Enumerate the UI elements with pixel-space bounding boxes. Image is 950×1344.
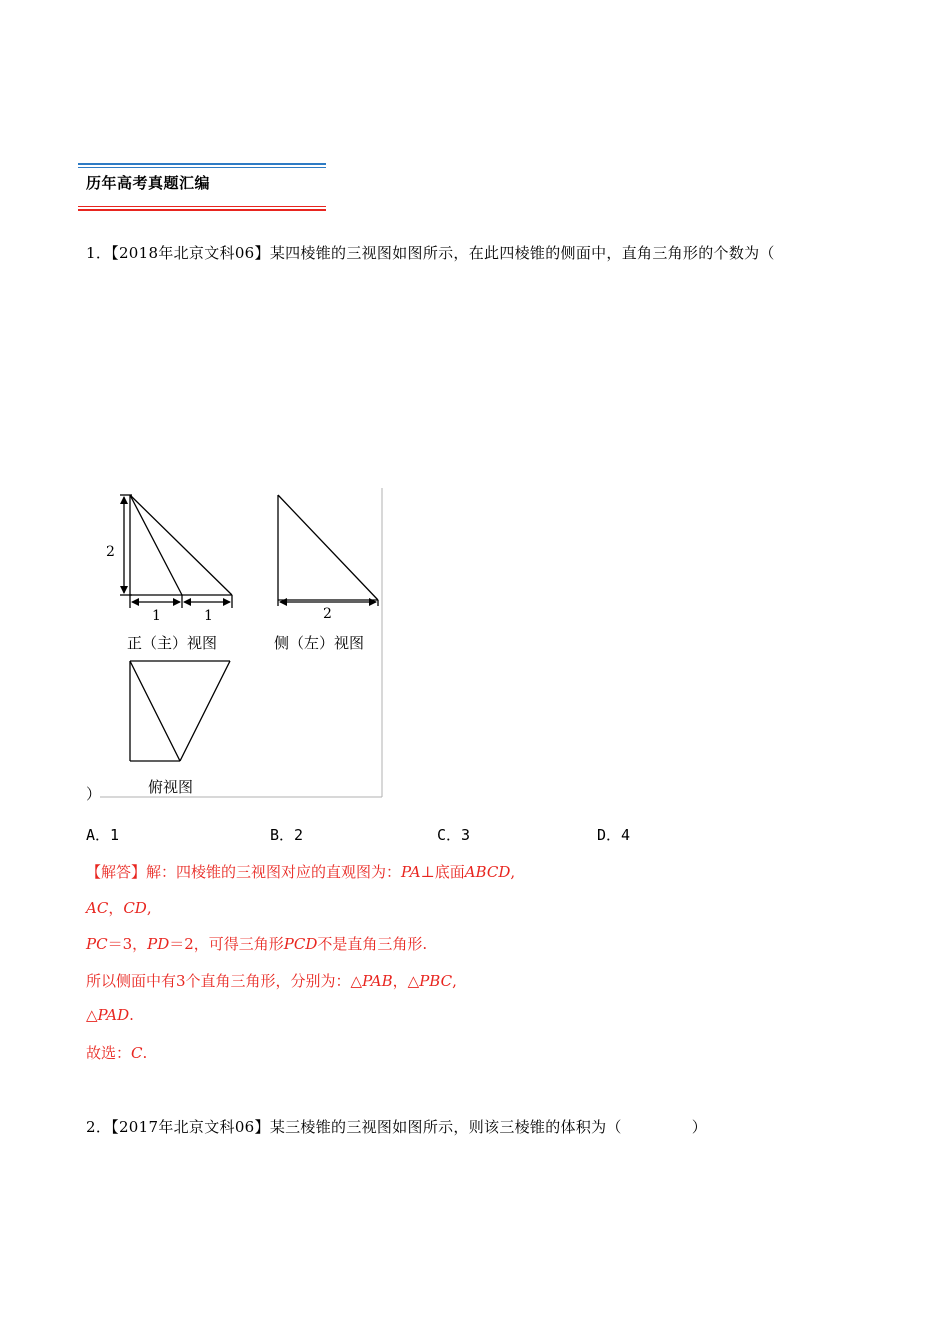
answer-text: 不是直角三角形. bbox=[317, 935, 428, 953]
answer-line-5 bbox=[86, 1006, 134, 1024]
answer-line-6 bbox=[86, 1042, 147, 1063]
header-rule-blue-bottom bbox=[78, 167, 326, 168]
front-right-dim: 1 bbox=[204, 608, 213, 624]
side-view-label: 侧（左）视图 bbox=[274, 634, 365, 652]
front-height-dim: 2 bbox=[106, 544, 115, 560]
answer-text: 所以侧面中有3个直角三角形，分别为：△ bbox=[86, 972, 363, 990]
question-source: 【2018年北京文科06】 bbox=[111, 244, 270, 262]
answer-var: PBC bbox=[419, 972, 453, 990]
header-rule-red-bottom bbox=[78, 209, 326, 211]
top-view bbox=[130, 661, 230, 761]
question-1 bbox=[86, 242, 775, 263]
answer-text: , bbox=[146, 899, 152, 917]
question-1-close: ） bbox=[86, 785, 102, 803]
answer-tag: 【解答】 bbox=[86, 863, 147, 881]
front-view-label: 正（主）视图 bbox=[127, 634, 218, 652]
header-rule-red-top bbox=[78, 206, 326, 207]
question-source: 【2017年北京文科06】 bbox=[111, 1118, 270, 1136]
answer-line-4 bbox=[86, 970, 457, 991]
question-2 bbox=[86, 1116, 707, 1137]
question-number: 1． bbox=[86, 244, 112, 262]
answer-text: . bbox=[129, 1006, 134, 1024]
answer-line-1 bbox=[86, 861, 515, 882]
answer-text: ， bbox=[108, 899, 124, 917]
answer-text: ⊥底面 bbox=[420, 863, 465, 881]
answer-var: PAD bbox=[97, 1006, 130, 1024]
answer-text: ，△ bbox=[392, 972, 420, 990]
answer-var: PCD bbox=[283, 935, 318, 953]
answer-text: △ bbox=[86, 1006, 98, 1024]
answer-text: ＝3， bbox=[107, 935, 148, 953]
three-view-figure bbox=[100, 488, 383, 798]
question-text: 某四棱锥的三视图如图所示，在此四棱锥的侧面中，直角三角形的个数为（ bbox=[269, 244, 775, 262]
front-view bbox=[120, 495, 232, 608]
answer-var: PAB bbox=[362, 972, 393, 990]
front-left-dim: 1 bbox=[152, 608, 161, 624]
question-text: 某三棱锥的三视图如图所示，则该三棱锥的体积为（ bbox=[269, 1118, 622, 1136]
answer-text: . bbox=[142, 1044, 148, 1062]
answer-text: 故选： bbox=[86, 1044, 132, 1062]
section-title: 历年高考真题汇编 bbox=[86, 174, 211, 192]
answer-text: , bbox=[452, 972, 457, 990]
answer-var: PC bbox=[86, 935, 108, 953]
header-rule-blue-top bbox=[78, 163, 326, 165]
answer-var: C bbox=[131, 1044, 143, 1062]
side-view bbox=[278, 495, 378, 606]
answer-text: ＝2，可得三角形 bbox=[169, 935, 284, 953]
option-b[interactable]: B．2 bbox=[270, 826, 304, 844]
option-c[interactable]: C．3 bbox=[437, 826, 471, 844]
answer-var: PA bbox=[401, 863, 421, 881]
answer-line-2 bbox=[86, 897, 152, 918]
answer-var: PD bbox=[147, 935, 170, 953]
top-view-label: 俯视图 bbox=[148, 778, 194, 796]
question-number: 2． bbox=[86, 1118, 112, 1136]
question-close: ） bbox=[691, 1118, 708, 1136]
answer-var: CD bbox=[123, 899, 147, 917]
answer-line-3 bbox=[86, 933, 427, 954]
side-dim: 2 bbox=[323, 606, 332, 622]
option-a[interactable]: A．1 bbox=[86, 826, 120, 844]
answer-var: ABCD bbox=[464, 863, 511, 881]
answer-var: AC bbox=[86, 899, 109, 917]
answer-text: , bbox=[510, 863, 516, 881]
answer-text: 解：四棱锥的三视图对应的直观图为： bbox=[146, 863, 402, 881]
option-d[interactable]: D．4 bbox=[597, 826, 631, 844]
